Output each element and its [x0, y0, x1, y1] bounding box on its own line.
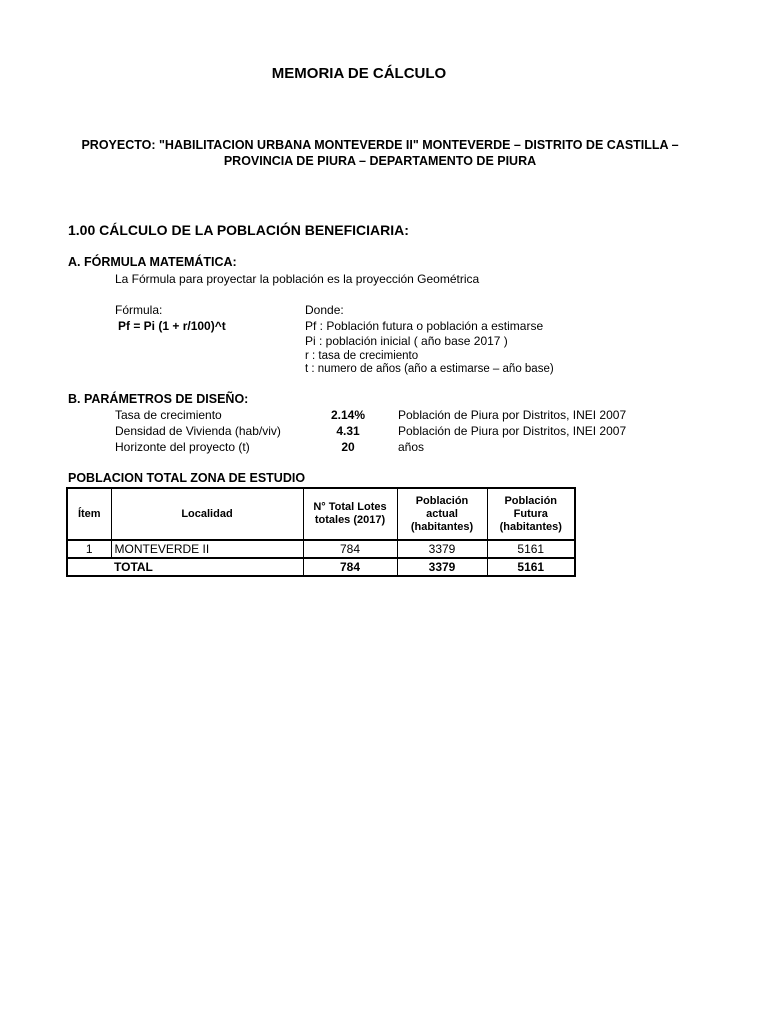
formula-expression: Pf = Pi (1 + r/100)^t: [118, 319, 226, 333]
param-note: Población de Piura por Distritos, INEI 2007: [398, 408, 627, 422]
cell-total-future: 5161: [487, 558, 575, 576]
where-label: Donde:: [305, 303, 344, 317]
formula-label: Fórmula:: [115, 303, 163, 317]
param-value: 4.31: [336, 424, 360, 438]
definition-pi: Pi : población inicial ( año base 2017 ): [305, 334, 508, 348]
project-title: PROYECTO: "HABILITACION URBANA MONTEVERDE II" MONTEVERDE – DISTRITO DE CASTILLA – PROVINCIA DE PIURA – DEPARTAMENTO DE PIURA: [81, 138, 679, 168]
population-table: [66, 487, 576, 577]
cell-total-current: 3379: [397, 558, 487, 576]
document-title: MEMORIA DE CÁLCULO: [271, 65, 447, 82]
parameters-heading: B. PARÁMETROS DE DISEÑO:: [68, 392, 249, 406]
table-row: [67, 540, 575, 558]
cell-current: 3379: [397, 540, 487, 558]
cell-locality: MONTEVERDE II: [111, 540, 303, 558]
header-current-population: Población actual (habitantes): [397, 488, 487, 540]
cell-total-empty: [67, 558, 111, 576]
header-future-population: Población Futura (habitantes): [487, 488, 575, 540]
cell-total-label: TOTAL: [111, 558, 303, 576]
header-lots: N° Total Lotes totales (2017): [303, 488, 397, 540]
formula-intro: La Fórmula para proyectar la población es la proyección Geométrica: [115, 272, 480, 286]
header-item: Ítem: [67, 488, 111, 540]
formula-heading: A. FÓRMULA MATEMÁTICA:: [68, 255, 237, 269]
param-note: años: [398, 440, 425, 454]
cell-total-lots: 784: [303, 558, 397, 576]
definition-r: r : tasa de crecimiento: [305, 350, 419, 362]
cell-lots: 784: [303, 540, 397, 558]
cell-item: 1: [67, 540, 111, 558]
header-locality: Localidad: [111, 488, 303, 540]
definition-pf: Pf : Población futura o población a estimarse: [305, 319, 544, 333]
param-note: Población de Piura por Distritos, INEI 2007: [398, 424, 627, 438]
param-label: Tasa de crecimiento: [115, 408, 222, 422]
table-total-row: [67, 558, 575, 576]
param-label: Densidad de Vivienda (hab/viv): [115, 424, 281, 438]
param-label: Horizonte del proyecto (t): [115, 440, 250, 454]
param-value: 20: [341, 440, 355, 454]
table-caption: POBLACION TOTAL ZONA DE ESTUDIO: [68, 471, 306, 485]
cell-future: 5161: [487, 540, 575, 558]
section-heading: 1.00 CÁLCULO DE LA POBLACIÓN BENEFICIARIA:: [68, 222, 409, 238]
param-value: 2.14%: [330, 408, 366, 422]
definition-t: t : numero de años (año a estimarse – año base): [305, 363, 554, 375]
table-header-row: [67, 488, 575, 540]
